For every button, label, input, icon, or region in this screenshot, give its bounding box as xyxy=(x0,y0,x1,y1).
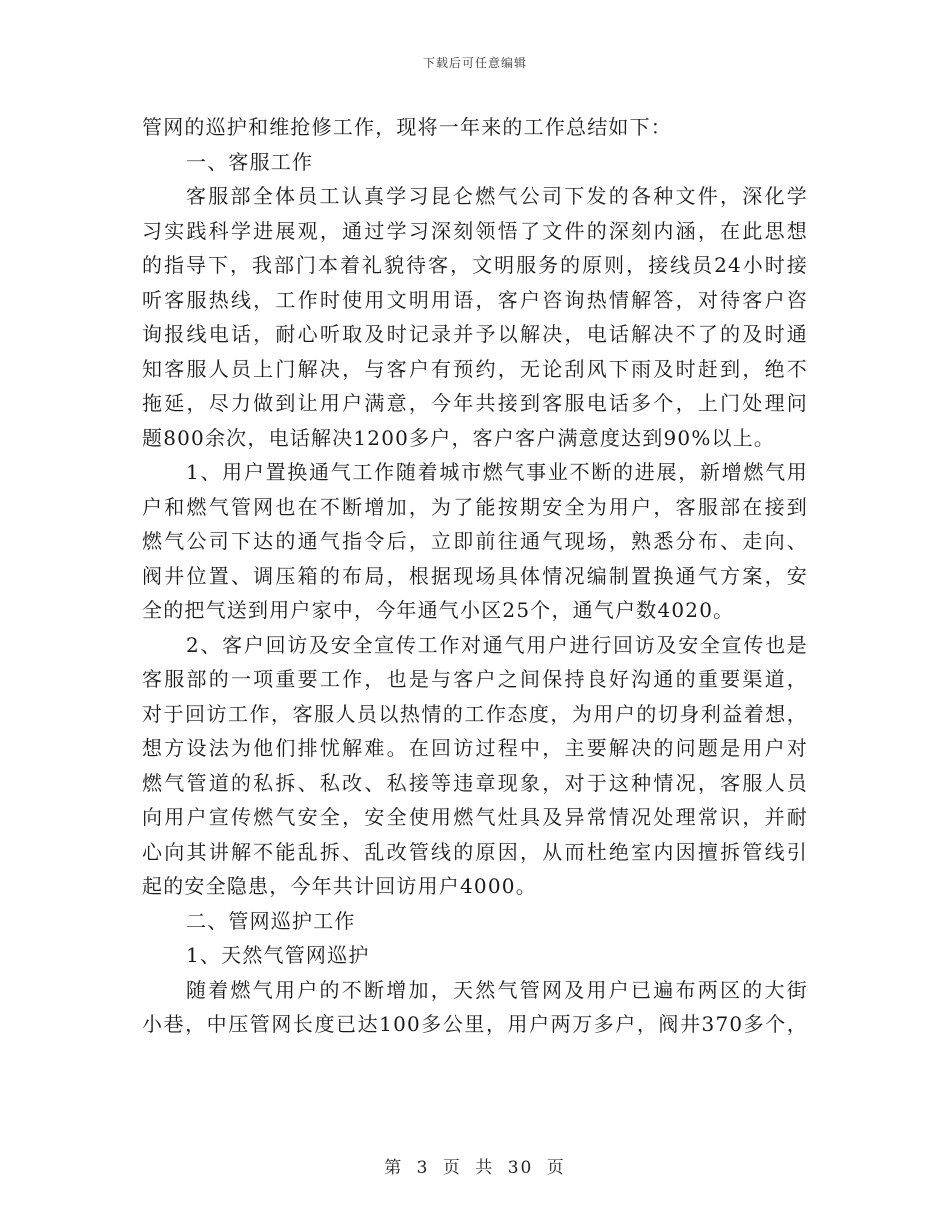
text-line: 二、管网巡护工作 xyxy=(186,908,356,933)
text-line: 习实践科学进展观，通过学习深刻领悟了文件的深刻内涵，在此思想 xyxy=(142,218,808,243)
text-line: 拖延，尽力做到让用户满意，今年共接到客服电话多个，上门处理问 xyxy=(142,391,808,415)
text-line: 全的把气送到用户家中，今年通气小区25个，通气户数4020。 xyxy=(142,598,735,622)
text-line: 一、客服工作 xyxy=(186,149,314,174)
text-line: 1、天然气管网巡护 xyxy=(186,943,370,967)
text-line: 听客服热线，工作时使用文明用语，客户咨询热情解答，对待客户咨 xyxy=(142,287,808,312)
text-line: 客服部全体员工认真学习昆仑燃气公司下发的各种文件，深化学 xyxy=(186,184,808,208)
text-line: 小巷，中压管网长度已达100多公里，用户两万多户，阀井370多个， xyxy=(142,1012,808,1036)
text-line: 询报线电话，耐心听取及时记录并予以解决，电话解决不了的及时通 xyxy=(142,322,808,346)
text-line: 2、客户回访及安全宣传工作对通气用户进行回访及安全宣传也是 xyxy=(186,632,808,657)
text-line: 起的安全隐患，今年共计回访用户4000。 xyxy=(142,874,537,898)
text-line: 客服部的一项重要工作，也是与客户之间保持良好沟通的重要渠道， xyxy=(142,667,808,691)
text-line: 管网的巡护和维抢修工作，现将一年来的工作总结如下： xyxy=(142,115,672,139)
text-line: 知客服人员上门解决，与客户有预约，无论刮风下雨及时赶到，绝不 xyxy=(142,356,808,381)
text-line: 燃气管道的私拆、私改、私接等违章现象，对于这种情况，客服人员 xyxy=(142,770,808,795)
text-line: 户和燃气管网也在不断增加，为了能按期安全为用户，客服部在接到 xyxy=(142,494,808,519)
text-line: 随着燃气用户的不断增加，天然气管网及用户已遍布两区的大街 xyxy=(186,977,808,1002)
text-line: 的指导下，我部门本着礼貌待客，文明服务的原则，接线员24小时接 xyxy=(142,253,808,277)
text-line: 题800余次，电话解决1200多户，客户客户满意度达到90%以上。 xyxy=(142,425,776,450)
text-line: 向用户宣传燃气安全，安全使用燃气灶具及异常情况处理常识，并耐 xyxy=(142,805,808,829)
text-line: 对于回访工作，客服人员以热情的工作态度，为用户的切身利益着想， xyxy=(142,701,808,726)
page-footer: 第 3 页 共 30 页 xyxy=(384,1158,566,1178)
text-line: 1、用户置换通气工作随着城市燃气事业不断的进展，新增燃气用 xyxy=(186,460,808,484)
text-line: 心向其讲解不能乱拆、乱改管线的原因，从而杜绝室内因擅拆管线引 xyxy=(142,839,808,864)
text-line: 想方设法为他们排忧解难。在回访过程中，主要解决的问题是用户对 xyxy=(142,736,808,760)
text-line: 阀井位置、调压箱的布局，根据现场具体情况编制置换通气方案，安 xyxy=(142,563,808,588)
page-header: 下载后可任意编辑 xyxy=(422,56,527,70)
document-body xyxy=(142,110,808,1042)
text-line: 燃气公司下达的通气指令后，立即前往通气现场，熟悉分布、走向、 xyxy=(142,529,808,553)
